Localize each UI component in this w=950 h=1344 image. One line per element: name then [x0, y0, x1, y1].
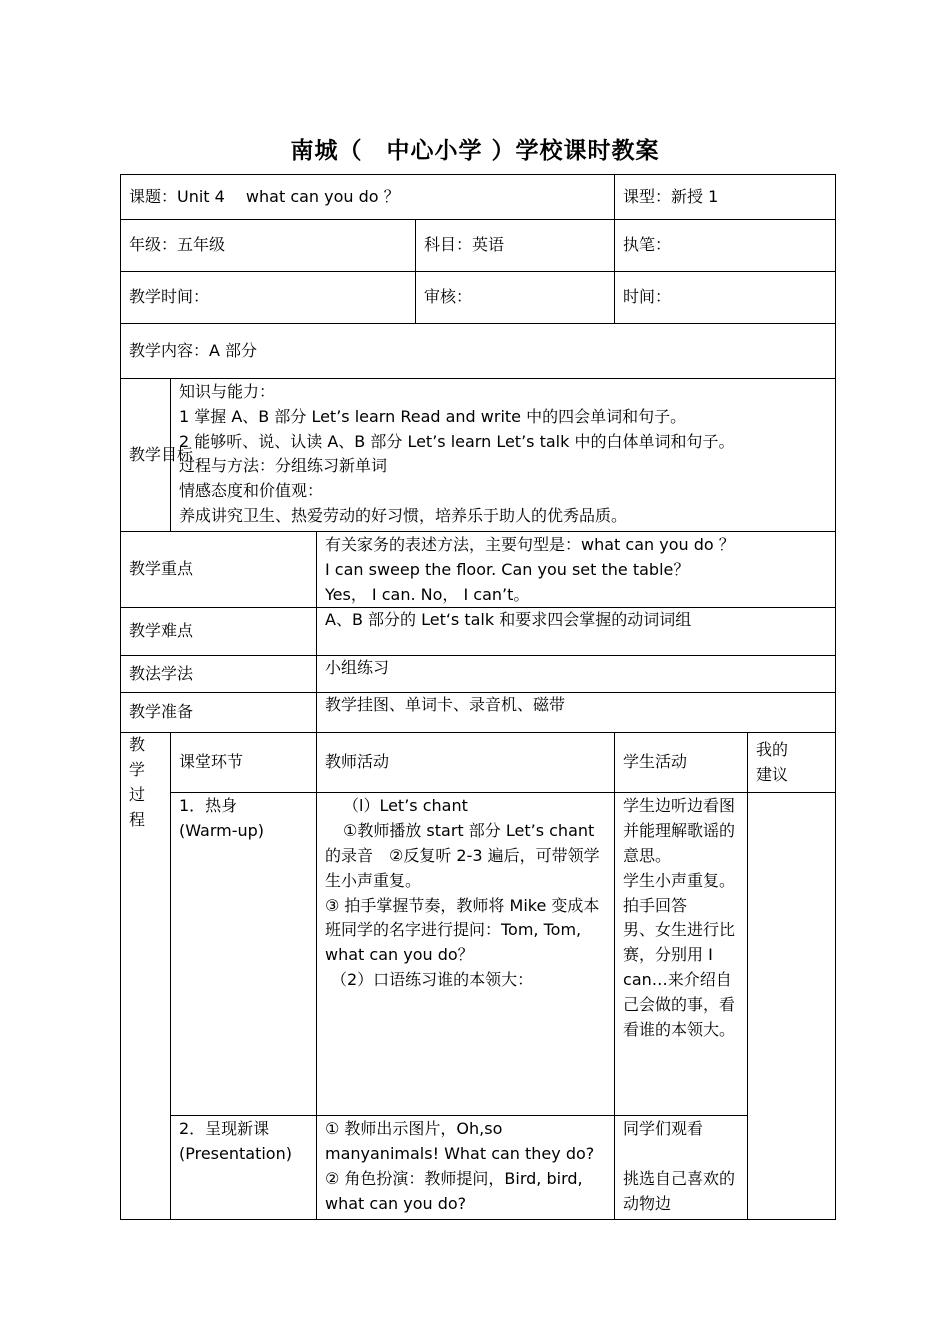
student-header: 学生活动 [615, 733, 748, 793]
process-label-text: 教学过程 [129, 735, 146, 829]
stage-header: 课堂环节 [171, 733, 317, 793]
stage-cell [171, 793, 317, 1116]
key-points-row [121, 532, 836, 608]
reviewer-cell: 审核： [416, 272, 615, 324]
student-activity-line: 学生边听边看图并能理解歌谣的意思。 [623, 796, 736, 865]
key-point-line: 有关家务的表述方法，主要句型是：what can you do ？ [325, 535, 735, 554]
grade-cell: 年级：五年级 [121, 220, 416, 272]
stage-cell [171, 1116, 317, 1220]
content-cell: 教学内容：A 部分 [121, 324, 836, 379]
key-points-content [317, 532, 836, 608]
student-activity-cell [615, 1116, 748, 1220]
stage-name: 1．热身 [179, 796, 238, 816]
goals-line: 情感态度和价值观： [179, 481, 324, 501]
writer-cell: 执笔： [615, 220, 836, 272]
student-activity-line: 挑选自己喜欢的动物边 [623, 1168, 736, 1213]
goals-row [121, 379, 836, 532]
process-header-row [121, 733, 836, 793]
goals-line: 2 能够听、说、认读 A、B 部分 Let’s learn Let’s talk 中的白体单词和句子。 [179, 431, 735, 451]
goals-line: 过程与方法：分组练习新单词 [179, 456, 388, 476]
time-row [121, 272, 836, 324]
teacher-activity-line: （l）Let’s chant [343, 796, 468, 816]
goals-line: 1 掌握 A、B 部分 Let’s learn Read and write 中的四会单词和句子。 [179, 406, 687, 426]
difficulties-content: A、B 部分的 Let‘s talk 和要求四会掌握的动词词组 [317, 608, 836, 656]
methods-content: 小组练习 [317, 656, 836, 693]
advice-header-text: 我的建议 [756, 740, 789, 784]
subject-cell: 科目：英语 [416, 220, 615, 272]
preparation-content: 教学挂图、单词卡、录音机、磁带 [317, 693, 836, 733]
student-activity-line: 同学们观看 [623, 1119, 704, 1139]
preparation-label: 教学准备 [121, 693, 317, 733]
methods-row [121, 656, 836, 693]
goals-label-text: 教学目标 [129, 444, 194, 464]
goals-content [171, 379, 836, 532]
preparation-row [121, 693, 836, 733]
process-row [121, 793, 836, 1116]
content-row [121, 324, 836, 379]
student-activity-cell [615, 793, 748, 1116]
stage-subtitle: (Warm-up) [179, 821, 265, 841]
teacher-activity-line: （2）口语练习谁的本领大： [331, 969, 534, 989]
process-label [121, 733, 171, 1220]
lesson-type-cell: 课型：新授 1 [615, 175, 836, 220]
student-activity-line: 学生小声重复。 [623, 870, 736, 890]
teach-time-cell: 教学时间： [121, 272, 416, 324]
date-cell: 时间： [615, 272, 836, 324]
goals-line: 养成讲究卫生、热爱劳动的好习惯，培养乐于助人的优秀品质。 [179, 505, 628, 525]
key-point-line: I can sweep the floor. Can you set the table？ [325, 559, 690, 579]
topic-row [121, 175, 836, 220]
difficulties-row [121, 608, 836, 656]
page-title: 南城（ 中心小学 ）学校课时教案 [290, 138, 660, 164]
teacher-activity-line: ① 教师出示图片，Oh,so manyanimals! What can they do? [325, 1119, 595, 1164]
stage-name: 2．呈现新课 [179, 1119, 270, 1139]
teacher-activity-line: ①教师播放 start 部分 Let’s chant 的录音 ②反复听 2-3 遍后，可带领学生小声重复。 [325, 821, 600, 890]
lesson-topic-cell: 课题：Unit 4 what can you do ？ [121, 175, 615, 220]
advice-header [748, 733, 836, 793]
lesson-plan-table [120, 174, 836, 1220]
teacher-activity-cell [317, 793, 615, 1116]
student-activity-line [623, 1142, 739, 1167]
goals-line: 知识与能力： [179, 382, 276, 401]
teacher-header: 教师活动 [317, 733, 615, 793]
student-activity-line: 拍手回答 [623, 895, 688, 915]
teacher-activity-line: ② 角色扮演：教师提问，Bird, bird, what can you do? [325, 1168, 583, 1213]
goals-label [121, 379, 194, 532]
stage-subtitle: (Presentation) [179, 1144, 292, 1164]
methods-label: 教法学法 [121, 656, 317, 693]
teacher-activity-line: ③ 拍手掌握节奏，教师将 Mike 变成本班同学的名字进行提问：Tom, Tom, what can you do？ [325, 895, 600, 965]
advice-cell [748, 793, 836, 1220]
grade-row [121, 220, 836, 272]
difficulties-label: 教学难点 [121, 608, 317, 656]
key-points-label: 教学重点 [121, 532, 317, 608]
key-point-line: Yes， I can. No， I can’t。 [325, 584, 530, 604]
process-row [121, 1116, 836, 1220]
teacher-activity-cell [317, 1116, 615, 1220]
student-activity-line: 男、女生进行比赛，分别用 I can…来介绍自己会做的事，看看谁的本领大。 [623, 920, 736, 1039]
